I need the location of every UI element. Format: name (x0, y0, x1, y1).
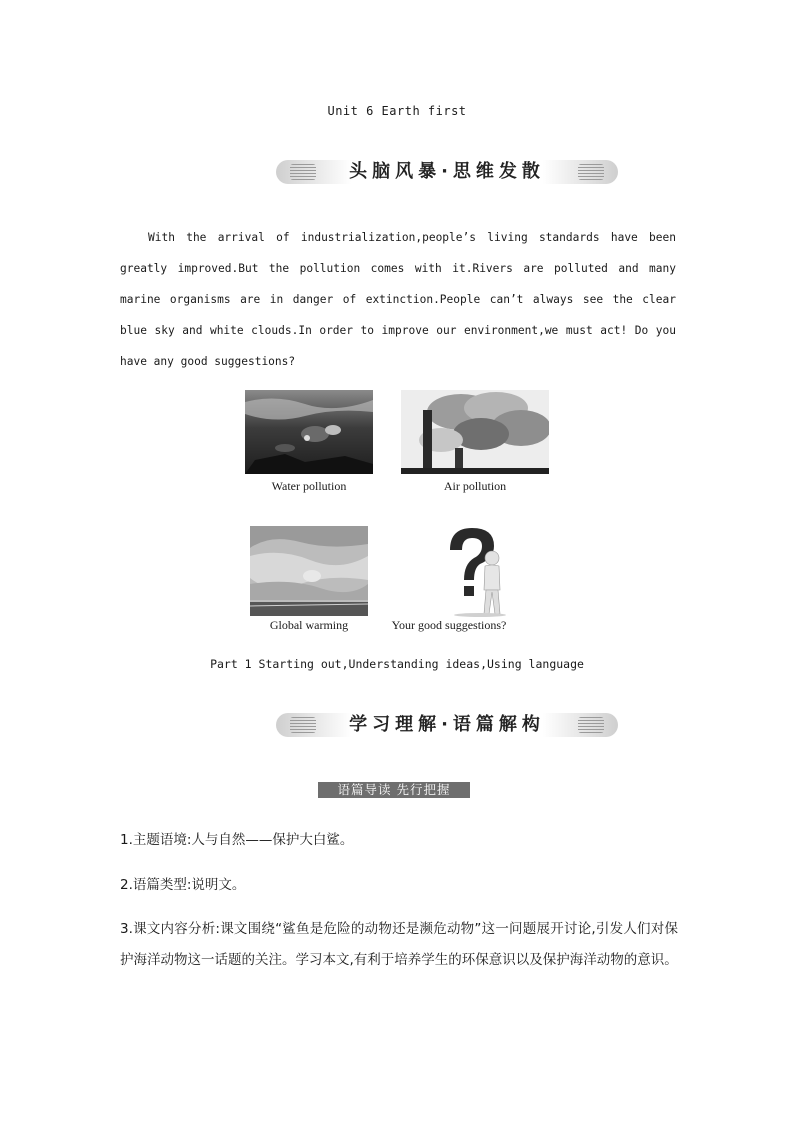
section-banner-understanding (276, 713, 618, 737)
part-title: Part 1 Starting out,Understanding ideas,Using language (210, 657, 584, 671)
section-banner-brainstorm (276, 160, 618, 184)
list-item: 2.语篇类型:说明文。 (120, 877, 246, 893)
intro-paragraph: With the arrival of industrialization,people’s living standards have been greatly improved.But the pollution comes with it.Rivers are polluted and many marine organisms are in danger of extinction.People can’t always see the clear blue sky and white clouds.In order to improve our environment,we must act! Do you have any good suggestions? (120, 231, 676, 368)
banner-title: 学习理解·语篇解构 (349, 714, 545, 735)
banner-title: 头脑风暴·思维发散 (349, 161, 545, 182)
polar-bear-ice-photo (250, 526, 368, 616)
list-item: 1.主题语境:人与自然——保护大白鲨。 (120, 832, 354, 848)
caption-water-pollution: Water pollution (271, 479, 347, 493)
list-item: 3.课文内容分析:课文围绕“鲨鱼是危险的动物还是濒危动物”这一问题展开讨论,引发人们对保护海洋动物这一话题的关注。学习本文,有利于培养学生的环保意识以及保护海洋动物的意识。 (120, 921, 678, 968)
caption-suggestions: Your good suggestions? (391, 618, 507, 632)
water-pollution-photo (245, 390, 373, 474)
subsection-label: 语篇导读 先行把握 (318, 782, 470, 798)
smokestack-photo (401, 390, 549, 474)
caption-global-warming: Global warming (269, 618, 349, 632)
caption-air-pollution: Air pollution (443, 479, 507, 493)
question-mark-figure (440, 524, 510, 618)
unit-title: Unit 6 Earth first (327, 104, 467, 118)
